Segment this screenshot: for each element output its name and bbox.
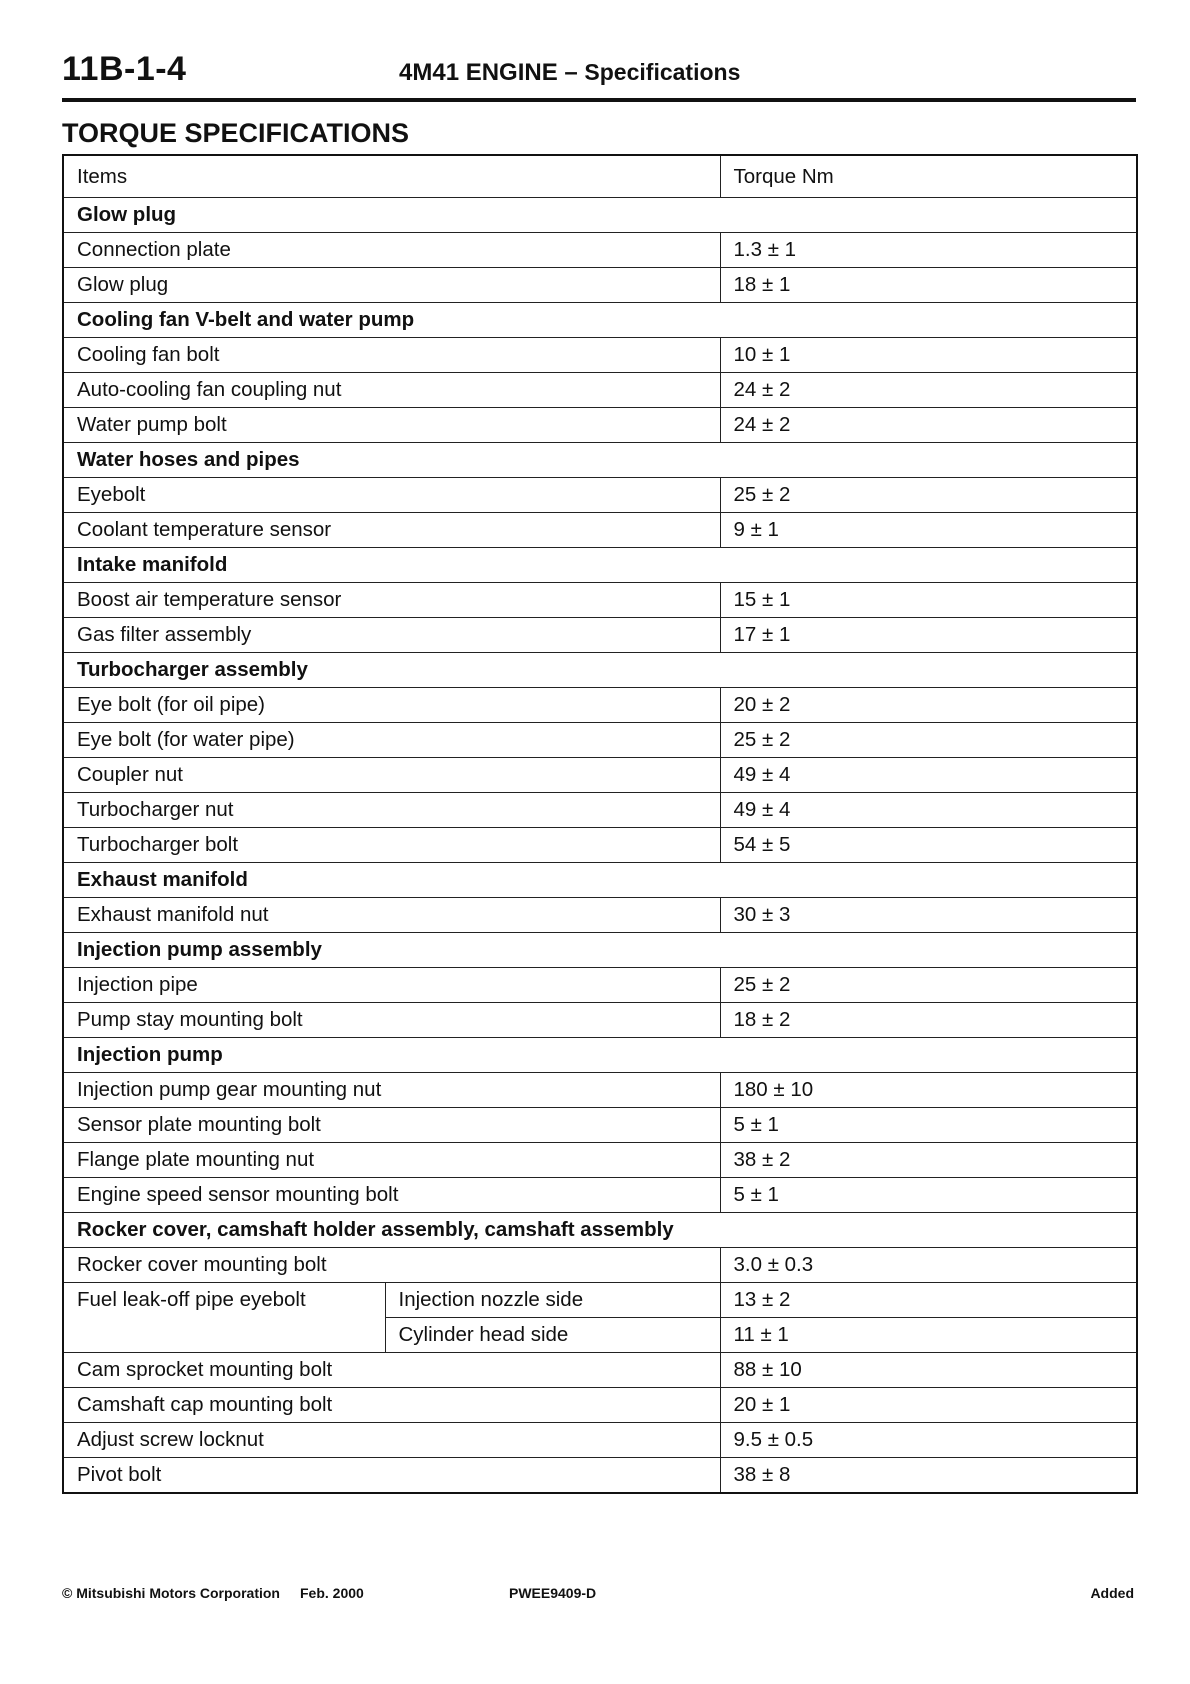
torque-value: 3.0 ± 0.3	[720, 1248, 1137, 1283]
item-name-cell	[63, 268, 720, 303]
item-name-cell	[63, 828, 720, 863]
table-row	[63, 688, 1137, 723]
torque-spec-table	[62, 154, 1138, 1494]
torque-value: 49 ± 4	[720, 793, 1137, 828]
item-name: Camshaft cap mounting bolt	[77, 1393, 333, 1416]
item-name-cell	[63, 478, 720, 513]
torque-value: 10 ± 1	[720, 338, 1137, 373]
item-name-cell	[63, 1178, 720, 1213]
group-heading-row	[63, 1213, 1137, 1248]
group-heading: Intake manifold	[63, 548, 1137, 583]
table-row	[63, 968, 1137, 1003]
table-row	[63, 1178, 1137, 1213]
page-number: 11B-1-4	[62, 50, 187, 88]
torque-value: 25 ± 2	[720, 478, 1137, 513]
item-name-cell	[63, 723, 720, 758]
item-name: Engine speed sensor mounting bolt	[77, 1183, 399, 1206]
table-row	[63, 1458, 1137, 1494]
group-heading: Injection pump	[63, 1038, 1137, 1073]
item-name: Pivot bolt	[77, 1463, 162, 1486]
table-row	[63, 758, 1137, 793]
group-heading: Exhaust manifold	[63, 863, 1137, 898]
item-name: Rocker cover mounting bolt	[77, 1253, 327, 1276]
torque-value: 20 ± 1	[720, 1388, 1137, 1423]
item-name-cell	[63, 583, 720, 618]
torque-value: 15 ± 1	[720, 583, 1137, 618]
item-name: Glow plug	[77, 273, 169, 296]
item-name: Exhaust manifold nut	[77, 903, 269, 926]
item-name-cell	[63, 758, 720, 793]
table-row-split	[63, 1283, 1137, 1318]
column-header-items: Items	[63, 155, 720, 198]
item-name: Cam sprocket mounting bolt	[77, 1358, 333, 1381]
table-row	[63, 513, 1137, 548]
torque-value: 13 ± 2	[720, 1283, 1137, 1318]
table-row	[63, 1388, 1137, 1423]
footer-doc-code: PWEE9409-D	[509, 1585, 597, 1601]
item-name: Turbocharger bolt	[77, 833, 239, 856]
footer-copyright: © Mitsubishi Motors Corporation	[62, 1585, 280, 1601]
section-title: TORQUE SPECIFICATIONS	[62, 118, 410, 148]
item-name-cell	[63, 1458, 720, 1494]
table-row	[63, 478, 1137, 513]
item-name-cell	[63, 408, 720, 443]
item-name: Coupler nut	[77, 763, 183, 786]
torque-value: 38 ± 2	[720, 1143, 1137, 1178]
torque-value: 180 ± 10	[720, 1073, 1137, 1108]
group-heading-row	[63, 443, 1137, 478]
table-row	[63, 1073, 1137, 1108]
item-name: Turbocharger nut	[77, 798, 234, 821]
table-row	[63, 793, 1137, 828]
page-header	[62, 50, 1136, 102]
item-name: Fuel leak-off pipe eyebolt	[63, 1283, 385, 1353]
item-name-cell	[63, 1353, 720, 1388]
table-row	[63, 898, 1137, 933]
torque-value: 49 ± 4	[720, 758, 1137, 793]
torque-value: 17 ± 1	[720, 618, 1137, 653]
item-name: Sensor plate mounting bolt	[77, 1113, 321, 1136]
group-heading: Rocker cover, camshaft holder assembly, camshaft assembly	[63, 1213, 1137, 1248]
table-row	[63, 338, 1137, 373]
item-name-cell	[63, 338, 720, 373]
item-name: Auto-cooling fan coupling nut	[77, 378, 342, 401]
item-name-cell	[63, 233, 720, 268]
item-name-cell	[63, 1248, 720, 1283]
item-name: Cooling fan bolt	[77, 343, 220, 366]
item-name-cell	[63, 1108, 720, 1143]
item-name-cell	[63, 968, 720, 1003]
group-heading-row	[63, 933, 1137, 968]
sub-item-name: Injection nozzle side	[385, 1283, 720, 1318]
item-name-cell	[63, 618, 720, 653]
item-name: Flange plate mounting nut	[77, 1148, 315, 1171]
group-heading-row	[63, 198, 1137, 233]
torque-value: 25 ± 2	[720, 968, 1137, 1003]
table-row	[63, 408, 1137, 443]
item-name-cell	[63, 513, 720, 548]
item-name: Adjust screw locknut	[77, 1428, 264, 1451]
section-name: Specifications	[584, 59, 741, 85]
torque-value: 24 ± 2	[720, 408, 1137, 443]
group-heading: Injection pump assembly	[63, 933, 1137, 968]
column-header-torque: Torque Nm	[720, 155, 1137, 198]
torque-value: 18 ± 1	[720, 268, 1137, 303]
group-heading-row	[63, 1038, 1137, 1073]
sub-item-name: Cylinder head side	[385, 1318, 720, 1353]
table-row	[63, 373, 1137, 408]
item-name: Coolant temperature sensor	[77, 518, 332, 541]
item-name: Injection pipe	[77, 973, 198, 996]
item-name-cell	[63, 793, 720, 828]
item-name: Eye bolt (for water pipe)	[77, 728, 295, 751]
torque-value: 18 ± 2	[720, 1003, 1137, 1038]
footer-status: Added	[1090, 1585, 1134, 1601]
group-heading-row	[63, 548, 1137, 583]
item-name: Eye bolt (for oil pipe)	[77, 693, 266, 716]
item-name-cell	[63, 1073, 720, 1108]
title-separator: –	[564, 59, 578, 86]
item-name: Water pump bolt	[77, 413, 227, 436]
table-row	[63, 828, 1137, 863]
table-row	[63, 723, 1137, 758]
torque-value: 5 ± 1	[720, 1178, 1137, 1213]
torque-value: 20 ± 2	[720, 688, 1137, 723]
document-title	[399, 59, 740, 87]
group-heading: Turbocharger assembly	[63, 653, 1137, 688]
torque-value: 5 ± 1	[720, 1108, 1137, 1143]
engine-name: 4M41 ENGINE	[399, 59, 558, 86]
item-name-cell	[63, 1388, 720, 1423]
item-name-cell	[63, 1003, 720, 1038]
torque-value: 38 ± 8	[720, 1458, 1137, 1494]
torque-value: 24 ± 2	[720, 373, 1137, 408]
torque-value: 9 ± 1	[720, 513, 1137, 548]
group-heading-row	[63, 863, 1137, 898]
item-name: Injection pump gear mounting nut	[77, 1078, 382, 1101]
table-row	[63, 1143, 1137, 1178]
group-heading: Water hoses and pipes	[63, 443, 1137, 478]
torque-value: 30 ± 3	[720, 898, 1137, 933]
page-footer	[62, 1585, 1134, 1605]
group-heading-row	[63, 653, 1137, 688]
item-name-cell	[63, 1423, 720, 1458]
item-name-cell	[63, 1143, 720, 1178]
table-row	[63, 1353, 1137, 1388]
table-row	[63, 1003, 1137, 1038]
item-name: Boost air temperature sensor	[77, 588, 342, 611]
table-header-row	[63, 155, 1137, 198]
table-row	[63, 1108, 1137, 1143]
group-heading: Glow plug	[63, 198, 1137, 233]
item-name: Eyebolt	[77, 483, 146, 506]
item-name: Gas filter assembly	[77, 623, 252, 646]
table-row	[63, 618, 1137, 653]
table-row	[63, 1423, 1137, 1458]
group-heading-row	[63, 303, 1137, 338]
table-row	[63, 1248, 1137, 1283]
footer-date: Feb. 2000	[300, 1585, 364, 1601]
item-name: Connection plate	[77, 238, 231, 261]
torque-value: 25 ± 2	[720, 723, 1137, 758]
torque-value: 88 ± 10	[720, 1353, 1137, 1388]
torque-value: 1.3 ± 1	[720, 233, 1137, 268]
torque-value: 54 ± 5	[720, 828, 1137, 863]
table-row	[63, 233, 1137, 268]
torque-value: 11 ± 1	[720, 1318, 1137, 1353]
item-name: Pump stay mounting bolt	[77, 1008, 303, 1031]
item-name-cell	[63, 688, 720, 723]
torque-value: 9.5 ± 0.5	[720, 1423, 1137, 1458]
item-name-cell	[63, 373, 720, 408]
group-heading: Cooling fan V-belt and water pump	[63, 303, 1137, 338]
table-row	[63, 268, 1137, 303]
table-row	[63, 583, 1137, 618]
item-name-cell	[63, 898, 720, 933]
